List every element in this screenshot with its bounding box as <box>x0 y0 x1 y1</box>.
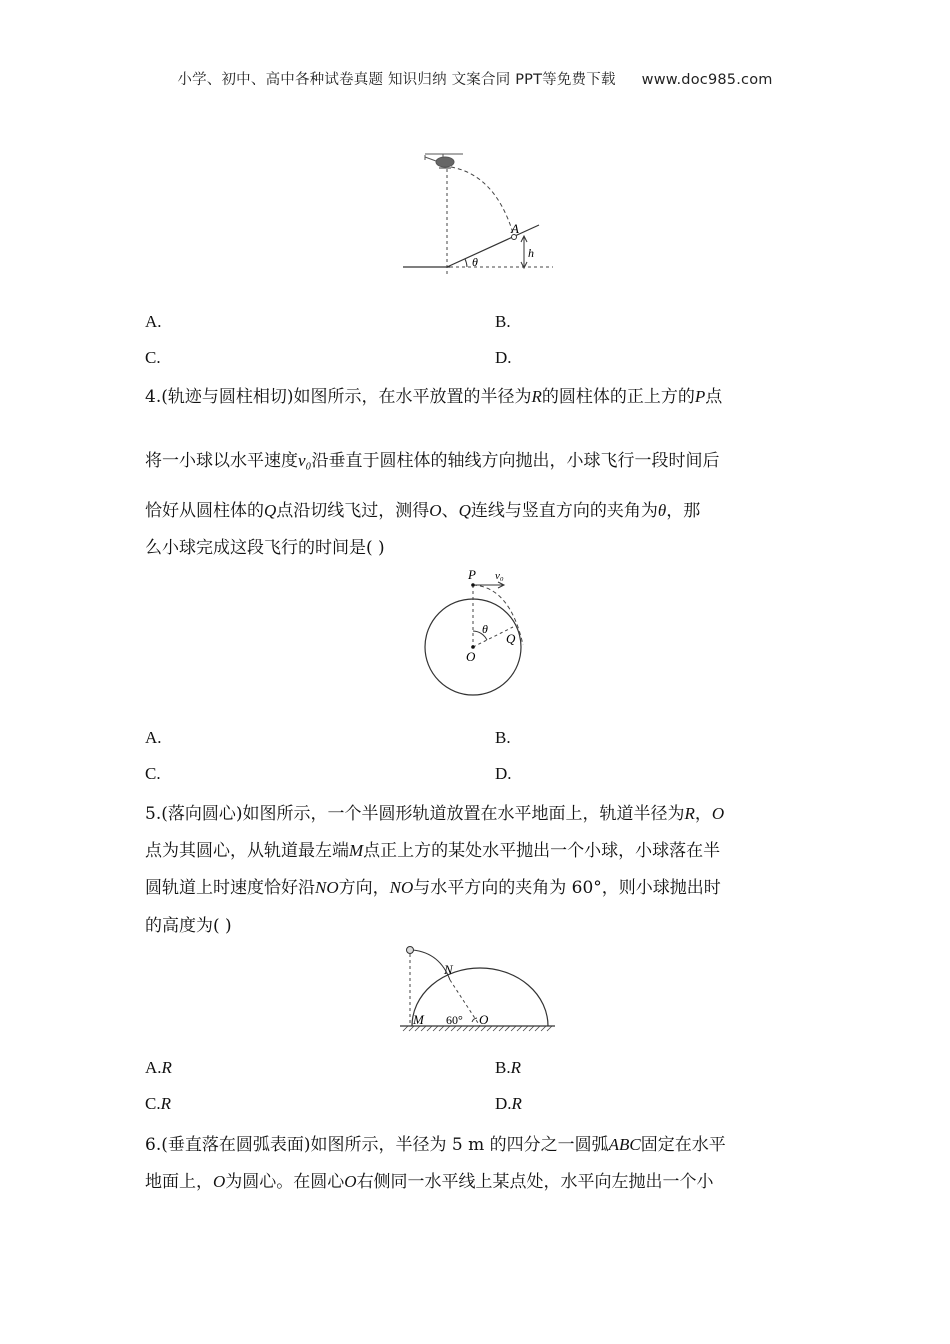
var-v0: v₀ <box>298 451 312 470</box>
q5-text: 如图所示，一个半圆形轨道放置在水平地面上，轨道半径为 <box>242 804 685 824</box>
q4-text: 、 <box>441 501 459 521</box>
angle-arc <box>465 259 467 267</box>
q5-option-D[interactable] <box>495 1094 522 1114</box>
figure-cylinder <box>415 565 535 700</box>
point-P <box>471 583 475 587</box>
q4-text: 的圆柱体的正上方的 <box>541 387 695 407</box>
q5-line2 <box>145 836 720 861</box>
label-N: N <box>444 962 453 977</box>
q5-line1 <box>145 799 724 824</box>
q4-line4 <box>145 533 385 558</box>
var-NO: NO <box>315 878 339 897</box>
q4-option-A[interactable]: A. <box>145 728 162 747</box>
label-theta: θ <box>482 622 488 636</box>
q6-text: 固定在水平 <box>640 1135 726 1155</box>
var-P: P <box>694 387 706 406</box>
var-Q: Q <box>458 501 471 520</box>
q5-text: 的高度为( ) <box>145 916 232 936</box>
q5-tag: 5.(落向圆心) <box>145 804 243 824</box>
ground-hatching <box>403 1026 552 1031</box>
label-Q: Q <box>506 631 516 646</box>
header-text: 小学、初中、高中各种试卷真题 知识归纳 文案合同 PPT等免费下载 <box>177 72 616 88</box>
q5-text: 圆轨道上时速度恰好沿 <box>145 878 315 898</box>
q6-text: 地面上， <box>145 1172 213 1192</box>
q6-text: 如图所示，半径为 5 m 的四分之一圆弧 <box>310 1135 609 1155</box>
q5-text: 点为其圆心，从轨道最左端 <box>145 841 349 861</box>
var-O: O <box>429 501 442 520</box>
label-O: O <box>466 649 476 664</box>
q5-text: 与水平方向的夹角为 60°，则小球抛出时 <box>413 878 721 898</box>
q4-text: ，那 <box>666 501 701 521</box>
option-value: R <box>510 1058 521 1077</box>
q5-text: ， <box>694 804 712 824</box>
q4-text: 连线与竖直方向的夹角为 <box>470 501 658 521</box>
q3-option-B[interactable]: B. <box>495 312 511 331</box>
option-letter: C. <box>145 1094 161 1113</box>
trajectory-curve <box>473 585 523 645</box>
q4-line1 <box>145 382 722 407</box>
q4-line2 <box>145 446 719 471</box>
var-NO: NO <box>389 878 414 897</box>
option-value: R <box>160 1094 171 1113</box>
q3-option-A[interactable]: A. <box>145 312 162 331</box>
q5-line4 <box>145 911 232 936</box>
header-site: www.doc985.com <box>641 72 773 88</box>
option-letter: D. <box>495 1094 512 1113</box>
angle-arc <box>472 1018 477 1022</box>
label-M: M <box>413 1012 424 1027</box>
q4-text: 恰好从圆柱体的 <box>145 501 264 521</box>
q3-option-C[interactable]: C. <box>145 348 161 367</box>
label-A: A <box>511 221 519 236</box>
q6-text: 右侧同一水平线上某点处，水平向左抛出一个小 <box>356 1172 714 1192</box>
q4-option-B[interactable]: B. <box>495 728 511 747</box>
option-value: R <box>161 1058 172 1077</box>
ball-marker <box>407 947 414 954</box>
trajectory-curve <box>451 167 513 233</box>
var-R: R <box>684 804 695 823</box>
q4-text: 将一小球以水平速度 <box>145 451 298 471</box>
q5-option-B[interactable] <box>495 1058 521 1078</box>
q5-option-A[interactable] <box>145 1058 172 1078</box>
q5-text: 点正上方的某处水平抛出一个小球，小球落在半 <box>363 841 721 861</box>
var-Q: Q <box>264 501 277 520</box>
var-theta: θ <box>657 501 667 520</box>
q4-text: 点沿切线飞过，测得 <box>276 501 430 521</box>
option-letter: A. <box>145 1058 162 1077</box>
q5-line3 <box>145 873 721 898</box>
q3-option-D[interactable]: D. <box>495 348 512 367</box>
var-O: O <box>711 804 725 823</box>
var-M: M <box>349 841 364 860</box>
q4-text: 如图所示，在水平放置的半径为 <box>293 387 532 407</box>
var-ABC: ABC <box>608 1135 641 1154</box>
page-header <box>0 68 950 89</box>
q4-option-C[interactable]: C. <box>145 764 161 783</box>
q6-line2 <box>145 1167 714 1192</box>
label-h: h <box>528 246 534 260</box>
q4-tag: 4.(轨迹与圆柱相切) <box>145 387 294 407</box>
q6-tag: 6.(垂直落在圆弧表面) <box>145 1135 311 1155</box>
q5-option-C[interactable] <box>145 1094 171 1114</box>
q4-text: 点 <box>705 387 723 407</box>
label-60: 60° <box>446 1013 463 1027</box>
label-O: O <box>479 1012 489 1027</box>
var-R: R <box>531 387 542 406</box>
q4-text: 么小球完成这段飞行的时间是( ) <box>145 538 385 558</box>
q4-text: 沿垂直于圆柱体的轴线方向抛出，小球飞行一段时间后 <box>311 451 720 471</box>
q6-line1 <box>145 1130 726 1155</box>
q4-option-D[interactable]: D. <box>495 764 512 783</box>
var-O: O <box>344 1172 357 1191</box>
incline-line <box>447 225 539 267</box>
q5-text: 方向， <box>338 878 390 898</box>
option-letter: B. <box>495 1058 511 1077</box>
label-v0: v₀ <box>495 570 504 582</box>
q6-text: 为圆心。在圆心 <box>225 1172 345 1192</box>
var-O: O <box>213 1172 226 1191</box>
option-value: R <box>511 1094 522 1113</box>
helicopter-icon <box>425 154 463 168</box>
figure-semicircle <box>395 938 560 1038</box>
q4-line3 <box>145 496 700 521</box>
label-P: P <box>468 567 476 582</box>
figure-incline <box>395 145 560 275</box>
label-theta: θ <box>472 255 478 269</box>
